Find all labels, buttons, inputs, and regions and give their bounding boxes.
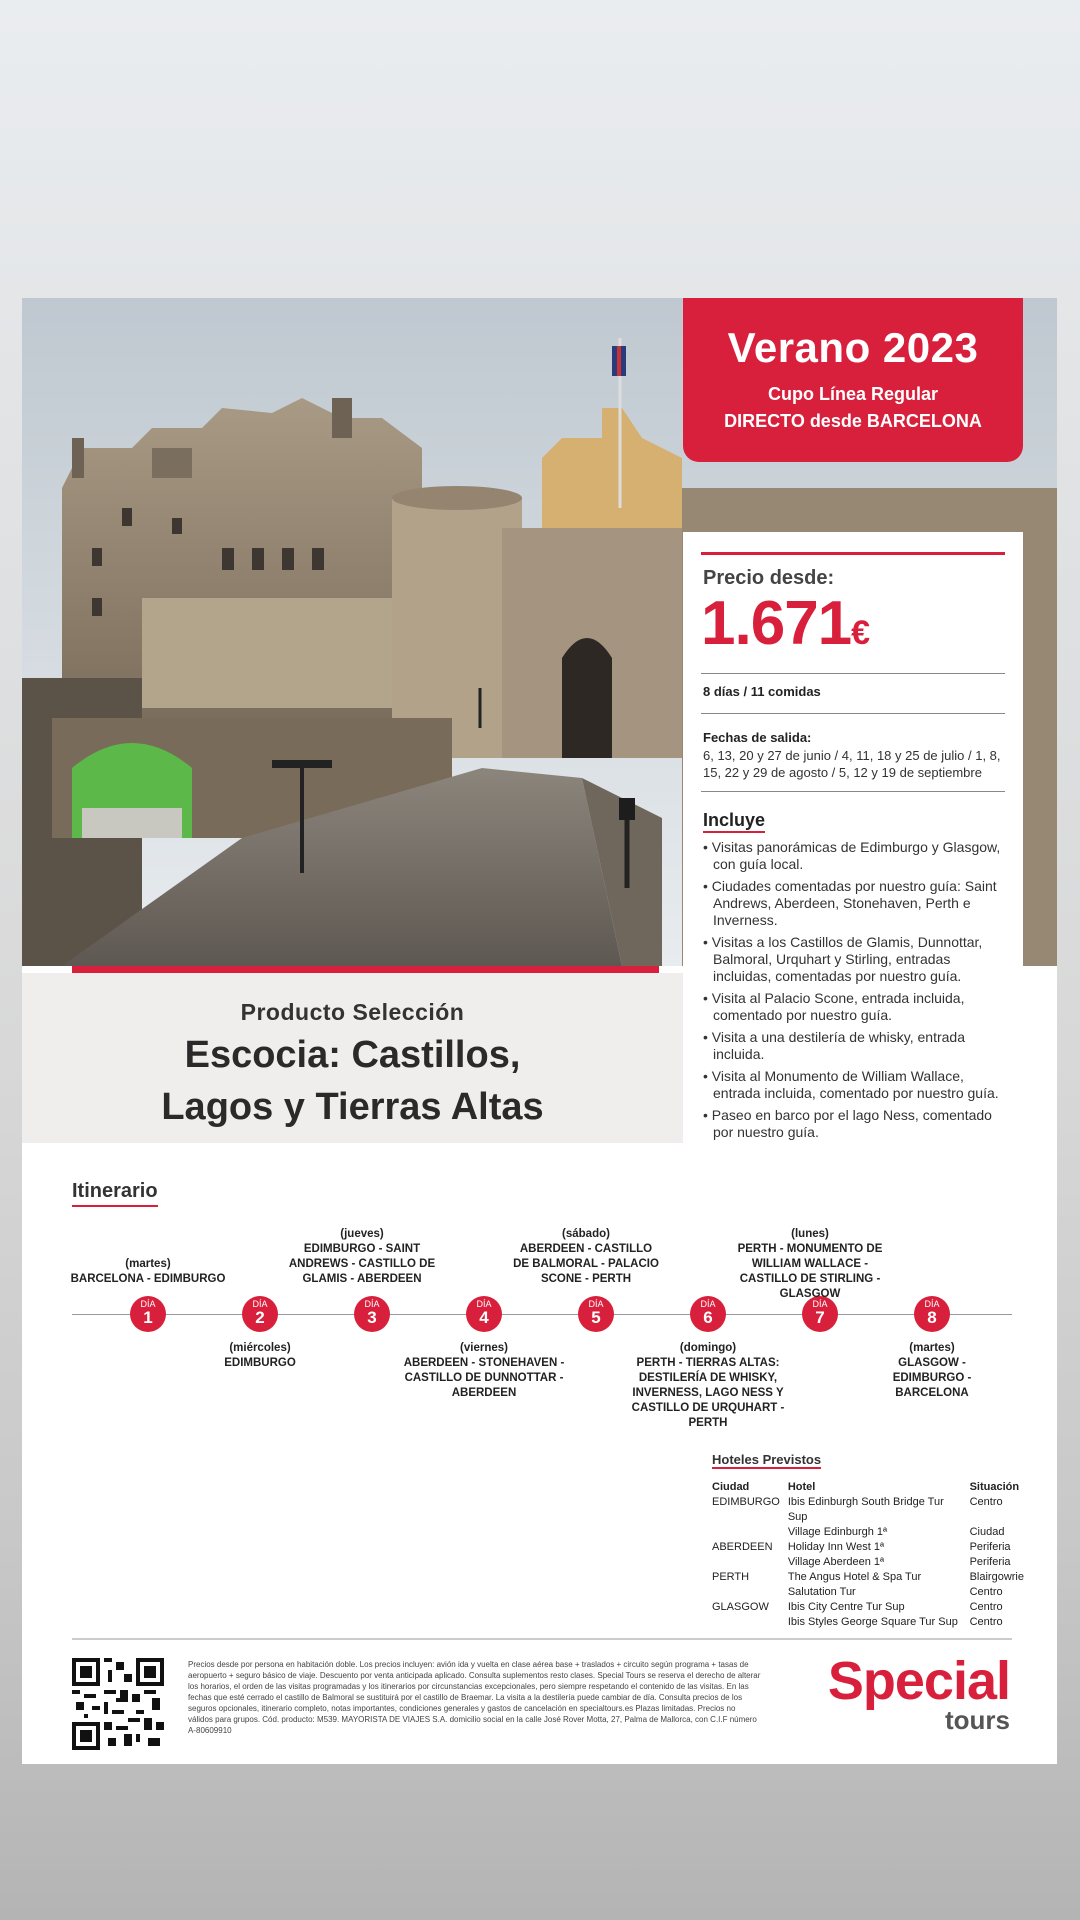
- table-row: [712, 1540, 1032, 1555]
- hotel-location: Centro: [969, 1496, 1003, 1508]
- divider: [701, 673, 1005, 674]
- hotel-city: [712, 1615, 788, 1630]
- day-weekday: (domingo): [679, 1342, 737, 1354]
- divider: [701, 791, 1005, 792]
- day-route: BARCELONA - EDIMBURGO: [70, 1273, 226, 1285]
- table-row: [712, 1600, 1032, 1615]
- hotel-city: [712, 1555, 788, 1570]
- hotel-city: [712, 1585, 788, 1600]
- hotel-name: Village Edinburgh 1ª: [787, 1526, 888, 1538]
- day-number: 7: [815, 1308, 825, 1327]
- day-tag: DÍA: [364, 1299, 380, 1309]
- hotel-location: Periferia: [969, 1541, 1011, 1553]
- price-label: Precio desde:: [703, 567, 835, 589]
- hotel-name: Ibis Edinburgh South Bridge Tur Sup: [787, 1496, 944, 1523]
- departure-dates: 6, 13, 20 y 27 de junio / 4, 11, 18 y 25 de julio / 1, 8, 15, 22 y 29 de agosto / 5, 12 y 19 de septiembre: [703, 748, 1001, 780]
- price-value: 1.671: [701, 589, 852, 658]
- day-route: ABERDEEN - STONEHAVEN - CASTILLO DE DUNNOTTAR - ABERDEEN: [403, 1357, 565, 1399]
- hotels-title: Hoteles Previstos: [712, 1452, 822, 1467]
- price-currency: €: [851, 614, 870, 652]
- hotel-city: [712, 1525, 788, 1540]
- season-line-1: Cupo Línea Regular: [767, 384, 938, 404]
- column-header: Hotel: [787, 1481, 816, 1493]
- season-title: Verano 2023: [727, 324, 979, 371]
- day-weekday: (martes): [909, 1342, 955, 1354]
- day-route: PERTH - TIERRAS ALTAS: DESTILERÍA DE WHISKY, INVERNESS, LAGO NESS Y CASTILLO DE URQUHART - PERTH: [631, 1357, 785, 1429]
- table-row: [712, 1585, 1032, 1600]
- day-marker-1: [130, 1296, 166, 1332]
- travel-flyer: [22, 298, 1057, 1764]
- include-item: • Visitas panorámicas de Edimburgo y Glasgow, con guía local.: [703, 839, 1005, 873]
- season-banner: [683, 298, 1023, 462]
- column-header: Ciudad: [712, 1481, 750, 1493]
- day-5-label: [511, 1227, 661, 1287]
- day-marker-8: [914, 1296, 950, 1332]
- day-marker-3: [354, 1296, 390, 1332]
- day-tag: DÍA: [812, 1299, 828, 1309]
- day-number: 2: [255, 1308, 265, 1327]
- title-accent-line: [72, 966, 659, 973]
- footer-divider: [72, 1638, 1012, 1640]
- day-marker-4: [466, 1296, 502, 1332]
- day-number: 4: [479, 1308, 489, 1327]
- day-route: ABERDEEN - CASTILLO DE BALMORAL - PALACIO SCONE - PERTH: [513, 1243, 659, 1285]
- brand-word-1: Special: [827, 1651, 1010, 1711]
- special-tours-logo: [810, 1651, 1010, 1735]
- day-number: 8: [927, 1308, 937, 1327]
- include-item: • Visita a una destilería de whisky, entrada incluida.: [703, 1029, 1005, 1063]
- hotel-location: Blairgowrie: [969, 1571, 1024, 1583]
- duration: 8 días / 11 comidas: [703, 684, 821, 699]
- product-kicker: Producto Selección: [240, 999, 465, 1025]
- include-item: • Ciudades comentadas por nuestro guía: Saint Andrews, Aberdeen, Stonehaven, Perth e Inverness.: [703, 878, 1005, 929]
- includes-list: [703, 839, 1005, 1141]
- divider: [701, 713, 1005, 714]
- hotel-name: Village Aberdeen 1ª: [787, 1556, 885, 1568]
- day-weekday: (jueves): [340, 1228, 384, 1240]
- table-row: [712, 1495, 1032, 1525]
- includes-title: Incluye: [703, 810, 765, 833]
- season-line-2: DIRECTO desde BARCELONA: [724, 411, 982, 431]
- qr-code[interactable]: [72, 1658, 164, 1755]
- hotel-location: Periferia: [969, 1556, 1011, 1568]
- day-number: 6: [703, 1308, 713, 1327]
- table-row: [712, 1555, 1032, 1570]
- panel-top-rule: [701, 552, 1005, 555]
- day-tag: DÍA: [476, 1299, 492, 1309]
- hotel-location: Centro: [969, 1616, 1003, 1628]
- day-route: PERTH - MONUMENTO DE WILLIAM WALLACE - CASTILLO DE STIRLING - GLASGOW: [737, 1243, 883, 1300]
- title-band: [22, 973, 683, 1143]
- hotel-city: GLASGOW: [712, 1601, 769, 1613]
- table-row: [712, 1525, 1032, 1540]
- day-weekday: (viernes): [460, 1342, 508, 1354]
- day-7-label: [735, 1227, 885, 1302]
- hotel-name: The Angus Hotel & Spa Tur: [787, 1571, 922, 1583]
- day-4-label: [399, 1341, 569, 1401]
- itinerary-timeline: [72, 1314, 1012, 1315]
- include-item: • Paseo en barco por el lago Ness, comentado por nuestro guía.: [703, 1107, 1005, 1141]
- day-weekday: (lunes): [791, 1228, 829, 1240]
- hotel-name: Ibis Styles George Square Tur Sup: [787, 1616, 958, 1628]
- day-6-label: [618, 1341, 798, 1431]
- brand-word-2: tours: [945, 1705, 1010, 1735]
- day-3-label: [277, 1227, 447, 1287]
- day-marker-2: [242, 1296, 278, 1332]
- day-marker-5: [578, 1296, 614, 1332]
- dates-label: Fechas de salida:: [703, 730, 812, 745]
- hotel-city: EDIMBURGO: [712, 1496, 780, 1508]
- day-tag: DÍA: [700, 1299, 716, 1309]
- hotel-name: Holiday Inn West 1ª: [787, 1541, 885, 1553]
- hotels-table: [712, 1481, 1032, 1630]
- day-tag: DÍA: [924, 1299, 940, 1309]
- day-tag: DÍA: [140, 1299, 156, 1309]
- hotel-location: Centro: [969, 1586, 1003, 1598]
- table-row: [712, 1615, 1032, 1630]
- include-item: • Visita al Palacio Scone, entrada incluida, comentado por nuestro guía.: [703, 990, 1005, 1024]
- day-route: EDIMBURGO: [224, 1357, 296, 1369]
- day-number: 3: [367, 1308, 377, 1327]
- day-1-label: [53, 1257, 243, 1287]
- day-weekday: (martes): [125, 1258, 171, 1270]
- product-title-line-1: Escocia: Castillos,: [184, 1034, 521, 1076]
- hotel-city: PERTH: [712, 1571, 750, 1583]
- legal-text: Precios desde por persona en habitación doble. Los precios incluyen: avión ida y vuelta en clase aérea base + traslados + circuito según programa + tasas de aeropuerto + seguro básico de viaje. Descuento por venta anticipada aplicado. Consulta suplementos resto clases. Special Tours se reserva el derecho de alterar los horarios, el orden de las visitas programadas y los itinerarios por circunstancias excepcionales, pero siempre respetando el contenido de las visitas. En las fechas que esté cerrado el castillo de Balmoral se sustituirá por el castillo de Braemar. La visita a la destilería puede cambiar de día. Consulta precios de los seguros opcionales, itinerario completo, notas importantes, condiciones generales y gastos de cancelación en specialtours.es Plazas limitadas. Precios no válidos para grupos. Cód. producto: M539. MAYORISTA DE VIAJES S.A. domicilio social en la calle José Rover Motta, 27, Palma de Mallorca, con C.I.F número A-80609910: [188, 1660, 761, 1735]
- day-tag: DÍA: [252, 1299, 268, 1309]
- hotel-name: Ibis City Centre Tur Sup: [787, 1601, 905, 1613]
- day-marker-6: [690, 1296, 726, 1332]
- day-weekday: (sábado): [562, 1228, 610, 1240]
- column-header: Situación: [969, 1481, 1020, 1493]
- day-tag: DÍA: [588, 1299, 604, 1309]
- day-2-label: [165, 1341, 355, 1371]
- itinerary-title: Itinerario: [72, 1180, 158, 1207]
- day-route: EDIMBURGO - SAINT ANDREWS - CASTILLO DE GLAMIS - ABERDEEN: [288, 1243, 436, 1285]
- include-item: • Visitas a los Castillos de Glamis, Dunnottar, Balmoral, Urquhart y Stirling, entradas incluidas, comentadas por nuestro guía.: [703, 934, 1005, 985]
- day-weekday: (miércoles): [229, 1342, 291, 1354]
- hotel-location: Centro: [969, 1601, 1003, 1613]
- price-amount: [701, 590, 1023, 667]
- day-8-label: [862, 1341, 1002, 1401]
- day-number: 1: [143, 1308, 153, 1327]
- hotel-name: Salutation Tur: [787, 1586, 856, 1598]
- table-row: [712, 1570, 1032, 1585]
- hotels-section: [712, 1451, 1032, 1630]
- table-header-row: [712, 1481, 1032, 1495]
- include-item: • Visita al Monumento de William Wallace, entrada incluida, comentado por nuestro guía.: [703, 1068, 1005, 1102]
- day-route: GLASGOW - EDIMBURGO - BARCELONA: [892, 1357, 972, 1399]
- hotel-city: ABERDEEN: [712, 1541, 773, 1553]
- day-number: 5: [591, 1308, 601, 1327]
- product-title-line-2: Lagos y Tierras Altas: [161, 1086, 544, 1128]
- hotel-location: Ciudad: [969, 1526, 1005, 1538]
